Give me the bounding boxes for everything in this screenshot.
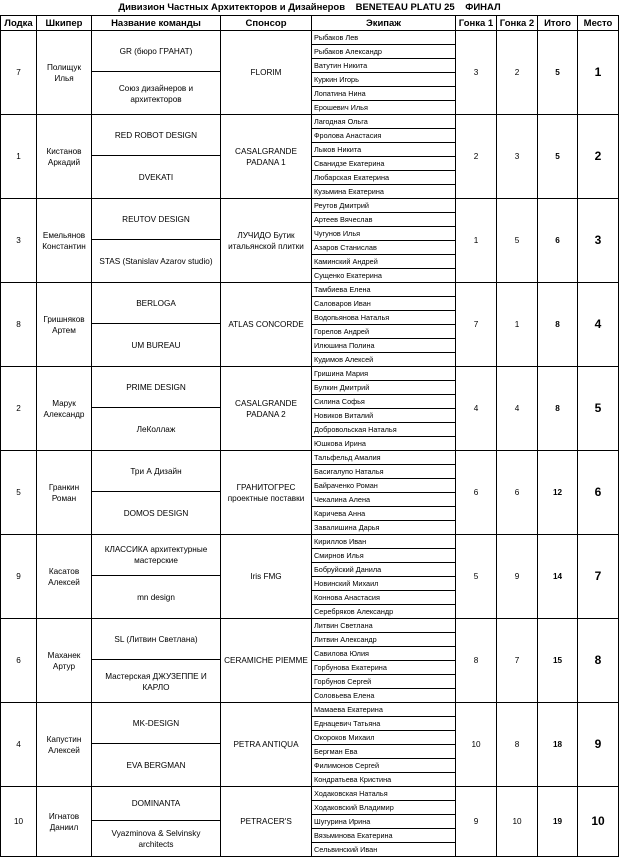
crew-member: Вязьминова Екатерина (312, 829, 455, 843)
crew-member: Водопьянова Наталья (312, 311, 455, 325)
race1-result: 8 (456, 619, 497, 702)
race2-result: 9 (497, 535, 538, 618)
sponsor-name: CASALGRANDE PADANA 2 (221, 367, 312, 450)
crew-member: Каричева Анна (312, 507, 455, 521)
crew-member: Чугунов Илья (312, 227, 455, 241)
crew-member: Азаров Станислав (312, 241, 455, 255)
crew-member: Филимонов Сергей (312, 759, 455, 773)
crew-member: Еднацевич Татьяна (312, 717, 455, 731)
race1-result: 4 (456, 367, 497, 450)
total-points: 19 (538, 787, 578, 856)
crew-member: Лопатина Нина (312, 87, 455, 101)
team-name-secondary: Мастерская ДЖУЗЕППЕ И КАРЛО (105, 671, 207, 692)
boat-number: 10 (0, 787, 37, 856)
header-place: Место (578, 15, 619, 31)
final-place: 6 (578, 451, 619, 534)
team-name-primary: BERLOGA (92, 283, 220, 324)
final-place: 1 (578, 31, 619, 114)
boat-number: 3 (0, 199, 37, 282)
crew-list (312, 283, 456, 366)
race1-result: 2 (456, 115, 497, 198)
final-place: 5 (578, 367, 619, 450)
crew-list (312, 199, 456, 282)
team-names (92, 619, 221, 702)
boat-number: 9 (0, 535, 37, 618)
table-header (0, 15, 619, 31)
team-name-primary: PRIME DESIGN (92, 367, 220, 408)
crew-member: Коннова Анастасия (312, 591, 455, 605)
total-points: 12 (538, 451, 578, 534)
team-names (92, 451, 221, 534)
final-place: 10 (578, 787, 619, 856)
table-row (0, 535, 619, 619)
crew-list (312, 619, 456, 702)
crew-member: Лагодная Ольга (312, 115, 455, 129)
table-row (0, 703, 619, 787)
header-race2: Гонка 2 (497, 15, 538, 31)
race2-result: 4 (497, 367, 538, 450)
team-name-primary: REUTOV DESIGN (92, 199, 220, 240)
header-sponsor: Спонсор (221, 15, 312, 31)
crew-member: Мамаева Екатерина (312, 703, 455, 717)
boat-number: 8 (0, 283, 37, 366)
crew-member: Артеев Вячеслав (312, 213, 455, 227)
team-name-secondary: ЛеКоллаж (136, 425, 176, 434)
crew-member: Байраченко Роман (312, 479, 455, 493)
boat-number: 4 (0, 703, 37, 786)
boat-number: 5 (0, 451, 37, 534)
crew-member: Серебряков Александр (314, 607, 394, 616)
race2-result: 6 (497, 451, 538, 534)
crew-member: Завалишина Дарья (314, 523, 380, 532)
table-row (0, 199, 619, 283)
table-row (0, 787, 619, 857)
race1-result: 3 (456, 31, 497, 114)
header-total: Итого (538, 15, 578, 31)
crew-member: Юшкова Ирина (314, 439, 366, 448)
header-boat: Лодка (0, 15, 37, 31)
team-names (92, 115, 221, 198)
crew-member: Сванидзе Екатерина (312, 157, 455, 171)
sponsor-name: Iris FMG (221, 535, 312, 618)
race1-result: 6 (456, 451, 497, 534)
team-names (92, 703, 221, 786)
table-row (0, 619, 619, 703)
team-name-secondary: DVEKATI (138, 173, 174, 182)
crew-list (312, 787, 456, 856)
team-name-secondary: DOMOS DESIGN (123, 509, 189, 518)
skipper-name: Емельянов Константин (37, 199, 92, 282)
skipper-name: Маханек Артур (37, 619, 92, 702)
table-row (0, 367, 619, 451)
header-team: Название команды (92, 15, 221, 31)
total-points: 15 (538, 619, 578, 702)
crew-member: Смирнов Илья (312, 549, 455, 563)
team-name-primary: GR (бюро ГРАНАТ) (92, 31, 220, 72)
crew-member: Басигалупо Наталья (312, 465, 455, 479)
skipper-name: Кистанов Аркадий (37, 115, 92, 198)
crew-member: Тамбиева Елена (312, 283, 455, 297)
crew-member: Каминский Андрей (312, 255, 455, 269)
sponsor-name: ЛУЧИДО Бутик итальянской плитки (221, 199, 312, 282)
skipper-name: Касатов Алексей (37, 535, 92, 618)
skipper-name: Игнатов Даниил (37, 787, 92, 856)
crew-member: Горбунова Екатерина (312, 661, 455, 675)
crew-member: Любарская Екатерина (312, 171, 455, 185)
sponsor-name: PETRACER'S (221, 787, 312, 856)
crew-member: Реутов Дмитрий (312, 199, 455, 213)
race2-result: 1 (497, 283, 538, 366)
team-name-primary: КЛАССИКА архитектурные мастерские (92, 535, 220, 576)
crew-member: Литвин Светлана (312, 619, 455, 633)
crew-member: Новиков Виталий (312, 409, 455, 423)
race2-result: 3 (497, 115, 538, 198)
crew-member: Кузьмина Екатерина (314, 187, 384, 196)
team-name-secondary: Vyazminova & Selvinsky architects (111, 829, 201, 849)
total-points: 5 (538, 115, 578, 198)
team-name-secondary: mn design (137, 593, 175, 602)
crew-member: Литвин Александр (312, 633, 455, 647)
final-place: 8 (578, 619, 619, 702)
sponsor-name: PETRA ANTIQUA (221, 703, 312, 786)
crew-list (312, 703, 456, 786)
sponsor-name: ГРАНИТОГРЕС проектные поставки (221, 451, 312, 534)
race2-result: 8 (497, 703, 538, 786)
crew-member: Гришина Мария (312, 367, 455, 381)
team-names (92, 535, 221, 618)
crew-list (312, 451, 456, 534)
final-place: 2 (578, 115, 619, 198)
boat-number: 1 (0, 115, 37, 198)
header-skipper: Шкипер (37, 15, 92, 31)
crew-member: Ватутин Никита (312, 59, 455, 73)
sponsor-name: CERAMICHE PIEMME (221, 619, 312, 702)
team-name-secondary: EVA BERGMAN (126, 761, 186, 770)
team-names (92, 199, 221, 282)
crew-member: Кудимов Алексей (314, 355, 374, 364)
crew-member: Рыбаков Лев (312, 31, 455, 45)
race2-result: 5 (497, 199, 538, 282)
skipper-name: Гранкин Роман (37, 451, 92, 534)
team-name-primary: SL (Литвин Светлана) (92, 619, 220, 660)
crew-member: Бергман Ева (312, 745, 455, 759)
race1-result: 10 (456, 703, 497, 786)
crew-member: Чекалина Алена (312, 493, 455, 507)
crew-member: Савилова Юлия (312, 647, 455, 661)
crew-member: Бобруйский Данила (312, 563, 455, 577)
crew-member: Соловьева Елена (314, 691, 375, 700)
crew-member: Рыбаков Александр (312, 45, 455, 59)
race2-result: 2 (497, 31, 538, 114)
final-place: 9 (578, 703, 619, 786)
crew-member: Силина Софья (312, 395, 455, 409)
crew-member: Сельвинский Иван (312, 843, 455, 857)
skipper-name: Капустин Алексей (37, 703, 92, 786)
total-points: 6 (538, 199, 578, 282)
crew-member: Фролова Анастасия (312, 129, 455, 143)
crew-member: Саловаров Иван (312, 297, 455, 311)
sponsor-name: CASALGRANDE PADANA 1 (221, 115, 312, 198)
team-name-secondary: Союз дизайнеров и архитекторов (118, 83, 194, 104)
team-name-secondary: UM BUREAU (131, 341, 181, 350)
crew-member: Кондратьева Кристина (314, 775, 392, 784)
final-place: 7 (578, 535, 619, 618)
crew-list (312, 535, 456, 618)
crew-member: Куркин Игорь (312, 73, 455, 87)
table-row (0, 283, 619, 367)
crew-list (312, 115, 456, 198)
race1-result: 1 (456, 199, 497, 282)
sponsor-name: ATLAS CONCORDE (221, 283, 312, 366)
page-title: Дивизион Частных Архитекторов и Дизайнеров BENETEAU PLATU 25 ФИНАЛ (118, 2, 501, 13)
team-names (92, 31, 221, 114)
boat-number: 6 (0, 619, 37, 702)
crew-member: Ерошевич Илья (314, 103, 368, 112)
final-place: 4 (578, 283, 619, 366)
team-name-secondary: STAS (Stanislav Azarov studio) (99, 257, 213, 266)
total-points: 5 (538, 31, 578, 114)
crew-member: Илюшина Полина (312, 339, 455, 353)
total-points: 18 (538, 703, 578, 786)
race2-result: 10 (497, 787, 538, 856)
final-place: 3 (578, 199, 619, 282)
skipper-name: Гришняков Артем (37, 283, 92, 366)
race2-result: 7 (497, 619, 538, 702)
skipper-name: Полищук Илья (37, 31, 92, 114)
team-names (92, 367, 221, 450)
table-row (0, 451, 619, 535)
race1-result: 9 (456, 787, 497, 856)
table-row (0, 31, 619, 115)
crew-member: Шугурина Ирина (312, 815, 455, 829)
table-row (0, 115, 619, 199)
team-name-primary: DOMINANTA (92, 787, 220, 821)
crew-member: Окороков Михаил (312, 731, 455, 745)
header-race1: Гонка 1 (456, 15, 497, 31)
total-points: 14 (538, 535, 578, 618)
boat-number: 2 (0, 367, 37, 450)
team-name-primary: RED ROBOT DESIGN (92, 115, 220, 156)
sponsor-name: FLORIM (221, 31, 312, 114)
crew-member: Кириллов Иван (312, 535, 455, 549)
boat-number: 7 (0, 31, 37, 114)
crew-member: Тальфельд Амалия (312, 451, 455, 465)
crew-member: Ходаковский Владимир (312, 801, 455, 815)
crew-member: Булкин Дмитрий (312, 381, 455, 395)
race1-result: 5 (456, 535, 497, 618)
crew-member: Лыков Никита (312, 143, 455, 157)
skipper-name: Марук Александр (37, 367, 92, 450)
total-points: 8 (538, 367, 578, 450)
team-names (92, 787, 221, 856)
crew-member: Ходаковская Наталья (312, 787, 455, 801)
team-name-primary: MK-DESIGN (92, 703, 220, 744)
total-points: 8 (538, 283, 578, 366)
crew-list (312, 367, 456, 450)
race1-result: 7 (456, 283, 497, 366)
crew-list (312, 31, 456, 114)
header-crew: Экипаж (312, 15, 456, 31)
crew-member: Сущенко Екатерина (314, 271, 382, 280)
crew-member: Горелов Андрей (312, 325, 455, 339)
crew-member: Новинский Михаил (312, 577, 455, 591)
crew-member: Горбунов Сергей (312, 675, 455, 689)
crew-member: Добровольская Наталья (312, 423, 455, 437)
team-name-primary: Три А Дизайн (92, 451, 220, 492)
team-names (92, 283, 221, 366)
